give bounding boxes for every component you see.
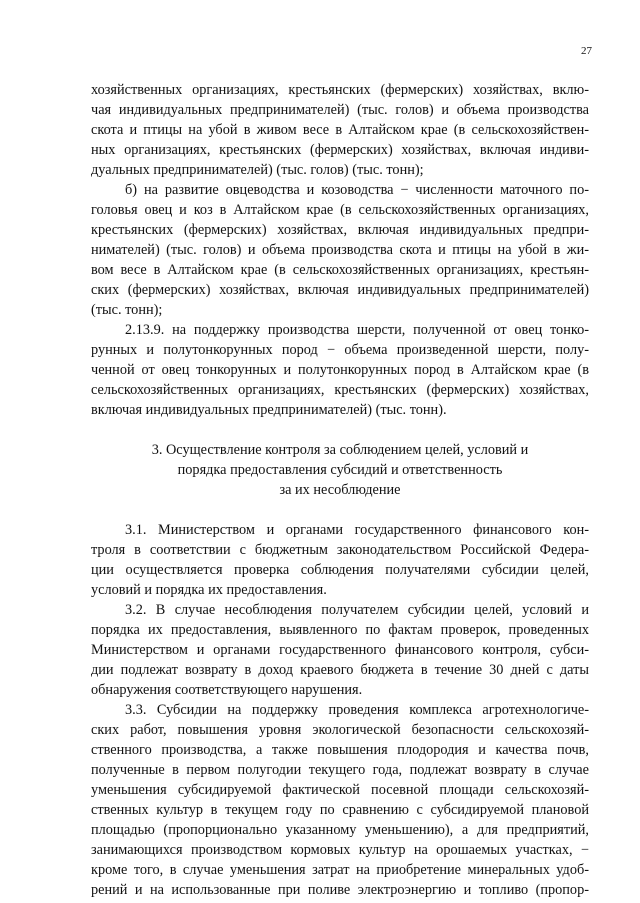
- text-line: 2.13.9. на поддержку производства шерсти, полученной от овец тонко-: [125, 322, 589, 338]
- text-line: порядка их предоставления, выявленного по фактам проверок, проведенных: [91, 622, 589, 638]
- text-line: (тыс. тонн);: [91, 302, 163, 318]
- text-line: уменьшения субсидируемой фактической посевной площади сельскохозяй-: [91, 782, 589, 798]
- text-line: чая индивидуальных предпринимателей) (тыс. голов) и объема производства: [91, 102, 589, 118]
- text-line: рений и на использованные при поливе электроэнергию и топливо (пропор-: [91, 882, 589, 898]
- text-line: дуальных предпринимателей) (тыс. голов) (тыс. тонн);: [91, 162, 424, 178]
- text-line: головья овец и коз в Алтайском крае (в сельскохозяйственных организациях,: [91, 202, 589, 218]
- text-line: хозяйственных организациях, крестьянских (фермерских) хозяйствах, вклю-: [91, 82, 589, 98]
- section-heading-line: 3. Осуществление контроля за соблюдением целей, условий и: [151, 442, 529, 458]
- text-line: полученные в первом полугодии текущего года, подлежат возврату в случае: [91, 762, 589, 778]
- text-line: нимателей) (тыс. голов) и объема производства скота и птицы на убой в жи-: [91, 242, 589, 258]
- text-line: сельскохозяйственных организациях, крестьянских (фермерских) хозяйствах,: [91, 382, 589, 398]
- text-line: 3.3. Субсидии на поддержку проведения комплекса агротехнологиче-: [125, 702, 589, 718]
- text-line: троля в соответствии с бюджетным законодательством Российской Федера-: [91, 542, 589, 558]
- text-line: б) на развитие овцеводства и козоводства − численности маточного по-: [125, 182, 589, 198]
- text-line: ских работ, повышения уровня экологической безопасности сельскохозяй-: [91, 722, 589, 738]
- text-line: ных организациях, крестьянских (фермерских) хозяйствах, включая индиви-: [91, 142, 589, 158]
- text-line: ственного производства, а также повышения плодородия и качества почв,: [91, 742, 589, 758]
- text-line: площадью (пропорционально указанному уменьшению), а для предприятий,: [91, 822, 589, 838]
- text-line: Министерством и органами государственного финансового контроля, субси-: [91, 642, 589, 658]
- section-heading-line: за их несоблюдение: [279, 482, 401, 498]
- text-line: ственных культур в текущем году по сравнению с субсидируемой плановой: [91, 802, 589, 818]
- text-line: занимающихся производством кормовых культур на орошаемых участках, −: [91, 842, 589, 858]
- text-line: дии подлежат возврату в доход краевого бюджета в течение 30 дней с даты: [91, 662, 589, 678]
- text-line: условий и порядка их предоставления.: [91, 582, 327, 598]
- text-line: 3.2. В случае несоблюдения получателем субсидии целей, условий и: [125, 602, 589, 618]
- text-line: вом весе в Алтайском крае (в сельскохозяйственных организациях, крестьян-: [91, 262, 589, 278]
- text-line: скота и птицы на убой в живом весе в Алтайском крае (в сельскохозяйствен-: [91, 122, 589, 138]
- text-line: крестьянских (фермерских) хозяйствах, включая индивидуальных предпри-: [91, 222, 589, 238]
- text-line: кроме того, в случае уменьшения затрат на приобретение минеральных удоб-: [91, 862, 589, 878]
- text-line: 3.1. Министерством и органами государственного финансового кон-: [125, 522, 589, 538]
- text-line: ции осуществляется проверка соблюдения получателями субсидии целей,: [91, 562, 589, 578]
- text-line: ченной от овец тонкорунных и полутонкорунных пород в Алтайском крае (в: [91, 362, 589, 378]
- text-line: ских (фермерских) хозяйствах, включая индивидуальных предпринимателей): [91, 282, 589, 298]
- text-line: включая индивидуальных предпринимателей) (тыс. тонн).: [91, 402, 447, 418]
- section-heading-line: порядка предоставления субсидий и ответственность: [177, 462, 503, 478]
- page-number: 27: [581, 45, 592, 57]
- text-line: обнаружения соответствующего нарушения.: [91, 682, 363, 698]
- text-line: рунных и полутонкорунных пород − объема произведенной шерсти, полу-: [91, 342, 589, 358]
